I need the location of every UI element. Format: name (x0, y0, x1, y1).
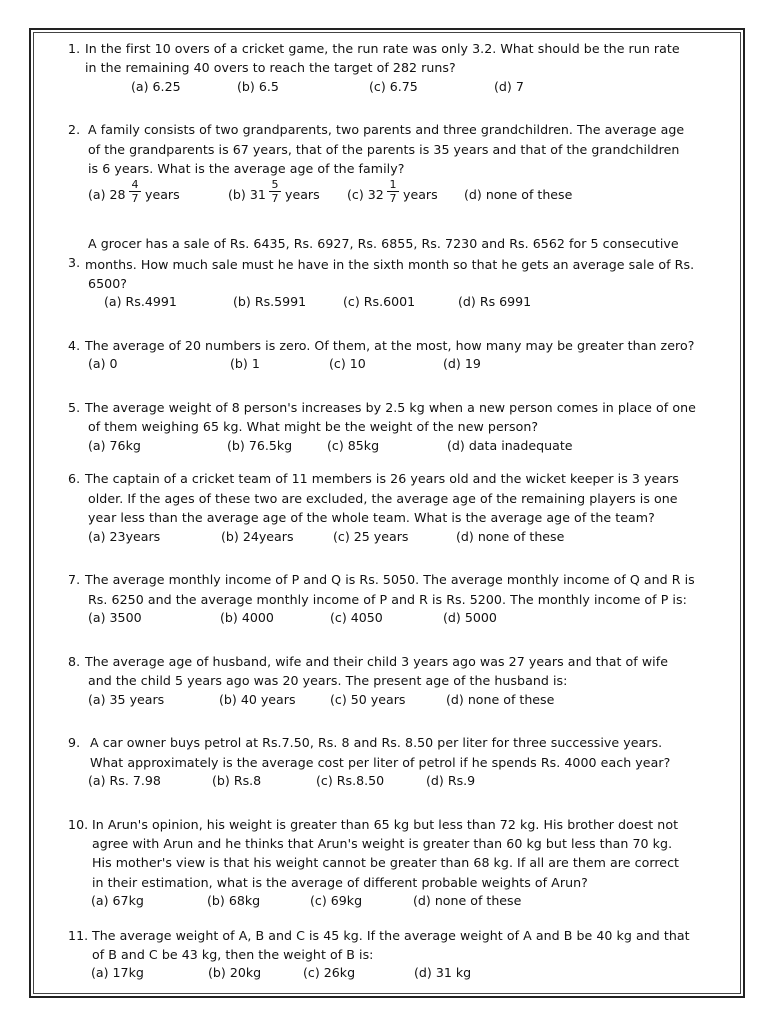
fraction-numerator: 1 (389, 178, 397, 191)
fraction-denominator: 7 (271, 192, 279, 205)
question-text-line: older. If the ages of these two are excluded, the average age of the remaining players is one (88, 491, 678, 506)
option-a-suffix: years (145, 187, 180, 202)
option-a: (a) 0 (88, 356, 118, 371)
option-b: (b) 6.5 (237, 79, 279, 94)
question-text-line: months. How much sale must he have in the sixth month so that he gets an average sale of Rs. (85, 257, 695, 272)
question-text-line: His mother's view is that his weight cannot be greater than 68 kg. If all are them are correct (92, 855, 680, 870)
question-number: 2. (68, 122, 81, 137)
question-text-line: in their estimation, what is the average of different probable weights of Arun? (92, 875, 588, 890)
question-text-line: What approximately is the average cost per liter of petrol if he spends Rs. 4000 each year? (90, 755, 671, 770)
option-b-prefix: (b) 31 (228, 187, 266, 202)
question-text-line: of the grandparents is 67 years, that of the parents is 35 years and that of the grandchildren (88, 142, 680, 157)
option-b: (b) 1 (230, 356, 260, 371)
option-c: (c) 50 years (330, 692, 406, 707)
question-text-line: of them weighing 65 kg. What might be the weight of the new person? (88, 419, 539, 434)
question-text-line: in the remaining 40 overs to reach the target of 282 runs? (85, 60, 456, 75)
question-number: 6. (68, 471, 81, 486)
question-text-line: In the first 10 overs of a cricket game, the run rate was only 3.2. What should be the run rate (85, 41, 680, 56)
option-b: (b) 24years (221, 529, 294, 544)
question-number: 9. (68, 735, 81, 750)
option-c: (c) 25 years (333, 529, 409, 544)
option-a: (a) 3500 (88, 610, 142, 625)
option-a: (a) 6.25 (131, 79, 181, 94)
option-b: (b) 68kg (207, 893, 261, 908)
option-c: (c) 10 (329, 356, 366, 371)
question-text-line: Rs. 6250 and the average monthly income of P and R is Rs. 5200. The monthly income of P is: (88, 592, 687, 607)
option-c-prefix: (c) 32 (347, 187, 384, 202)
option-c: (c) Rs.8.50 (316, 773, 385, 788)
option-d: (d) none of these (456, 529, 565, 544)
option-d: (d) Rs 6991 (458, 294, 532, 309)
option-a: (a) Rs. 7.98 (88, 773, 161, 788)
option-d: (d) 5000 (443, 610, 497, 625)
fraction-numerator: 5 (271, 178, 279, 191)
option-c: (c) 69kg (310, 893, 363, 908)
question-text-line: A car owner buys petrol at Rs.7.50, Rs. 8 and Rs. 8.50 per liter for three successive years. (90, 735, 663, 750)
fraction-denominator: 7 (131, 192, 139, 205)
option-b: (b) 4000 (220, 610, 274, 625)
option-b: (b) 76.5kg (227, 438, 293, 453)
question-text-line: A family consists of two grandparents, two parents and three grandchildren. The average age (88, 122, 685, 137)
question-text-line: The average age of husband, wife and their child 3 years ago was 27 years and that of wife (85, 654, 668, 669)
question-text-line: The average of 20 numbers is zero. Of them, at the most, how many may be greater than zero? (85, 338, 695, 353)
option-c: (c) 6.75 (369, 79, 418, 94)
question-text-line: The average monthly income of P and Q is Rs. 5050. The average monthly income of Q and R is (85, 572, 695, 587)
option-a: (a) 17kg (91, 965, 144, 980)
question-number: 8. (68, 654, 81, 669)
fraction (387, 179, 399, 204)
option-c: (c) 4050 (330, 610, 383, 625)
fraction (269, 179, 281, 204)
option-c: (c) Rs.6001 (343, 294, 416, 309)
question-text-line: of B and C be 43 kg, then the weight of B is: (92, 947, 374, 962)
question-number: 11. (68, 928, 89, 943)
option-d: (d) none of these (446, 692, 555, 707)
question-number: 7. (68, 572, 81, 587)
question-text-line: In Arun's opinion, his weight is greater than 65 kg but less than 72 kg. His brother doest not (92, 817, 679, 832)
question-text-line: agree with Arun and he thinks that Arun's weight is greater than 60 kg but less than 70 kg. (92, 836, 673, 851)
option-d: (d) data inadequate (447, 438, 573, 453)
option-a: (a) 23years (88, 529, 161, 544)
option-d: (d) 19 (443, 356, 481, 371)
question-text-line: The average weight of A, B and C is 45 kg. If the average weight of A and B be 40 kg and that (92, 928, 690, 943)
fraction-denominator: 7 (389, 192, 397, 205)
option-a: (a) 35 years (88, 692, 165, 707)
fraction-numerator: 4 (131, 178, 139, 191)
option-c: (c) 26kg (303, 965, 356, 980)
option-b-suffix: years (285, 187, 320, 202)
question-text-line: The captain of a cricket team of 11 members is 26 years old and the wicket keeper is 3 years (85, 471, 679, 486)
option-a: (a) 76kg (88, 438, 141, 453)
option-b: (b) 20kg (208, 965, 262, 980)
option-d: (d) 7 (494, 79, 524, 94)
question-number: 4. (68, 338, 81, 353)
question-text-line: The average weight of 8 person's increases by 2.5 kg when a new person comes in place of one (85, 400, 696, 415)
option-c: (c) 85kg (327, 438, 380, 453)
option-a-prefix: (a) 28 (88, 187, 126, 202)
option-a: (a) Rs.4991 (104, 294, 177, 309)
question-number: 3. (68, 255, 81, 270)
question-number: 5. (68, 400, 81, 415)
question-text-line: is 6 years. What is the average age of the family? (88, 161, 405, 176)
option-d: (d) none of these (413, 893, 522, 908)
option-d: (d) none of these (464, 187, 573, 202)
option-b: (b) 40 years (219, 692, 296, 707)
fraction (129, 179, 141, 204)
option-d: (d) Rs.9 (426, 773, 476, 788)
question-text-line: A grocer has a sale of Rs. 6435, Rs. 6927, Rs. 6855, Rs. 7230 and Rs. 6562 for 5 consecutive (88, 236, 679, 251)
question-text-line: year less than the average age of the whole team. What is the average age of the team? (88, 510, 655, 525)
question-number: 10. (68, 817, 89, 832)
question-text-line: and the child 5 years ago was 20 years. The present age of the husband is: (88, 673, 568, 688)
question-number: 1. (68, 41, 81, 56)
option-a: (a) 67kg (91, 893, 144, 908)
option-b: (b) Rs.5991 (233, 294, 307, 309)
option-d: (d) 31 kg (414, 965, 472, 980)
option-b: (b) Rs.8 (212, 773, 262, 788)
question-text-line: 6500? (88, 276, 127, 291)
option-c-suffix: years (403, 187, 438, 202)
